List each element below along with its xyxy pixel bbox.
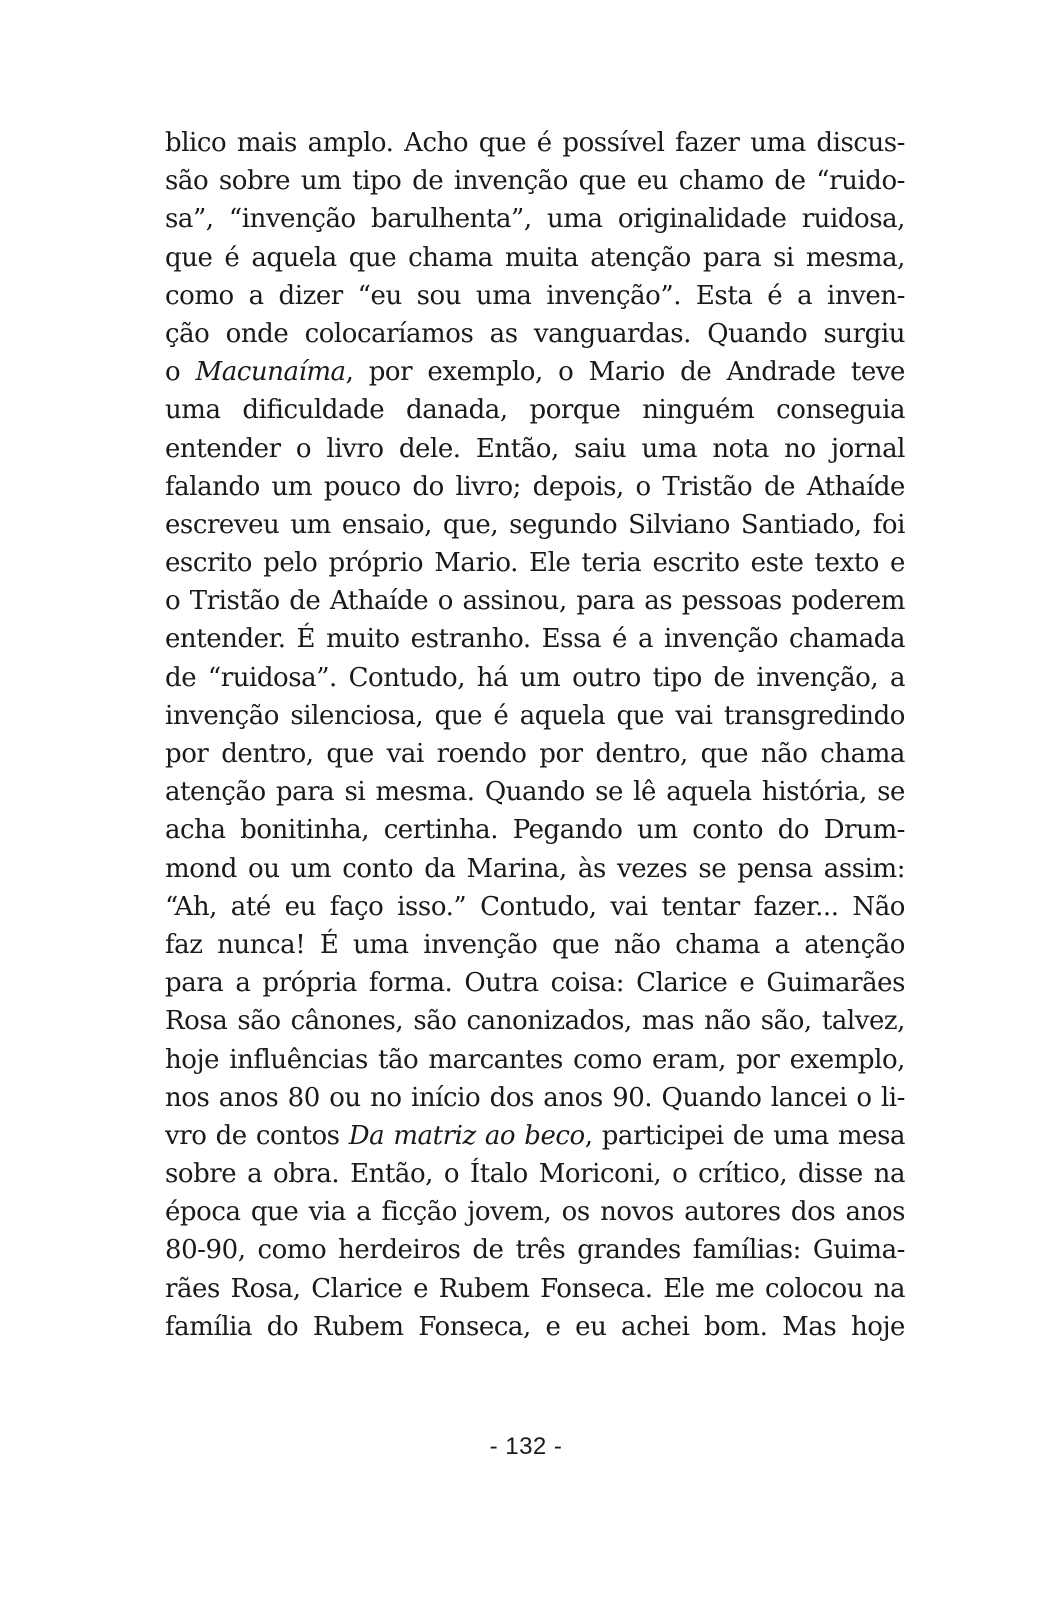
text-line-content: que é aquela que chama muita atenção para si mesma, — [165, 242, 905, 273]
text-line — [165, 391, 905, 429]
text-line-content: acha bonitinha, certinha. Pegando um conto do Drum- — [165, 815, 905, 846]
text-line-content: rães Rosa, Clarice e Rubem Fonseca. Ele me colocou na — [165, 1273, 905, 1304]
text-line — [165, 850, 905, 888]
text-line — [165, 277, 905, 315]
text-line — [165, 1002, 905, 1040]
text-line — [165, 468, 905, 506]
text-line — [165, 1193, 905, 1231]
italic-title: Da matriz ao beco — [348, 1120, 585, 1151]
text-line — [165, 964, 905, 1002]
text-segment: vro de contos — [165, 1120, 349, 1151]
text-line — [165, 773, 905, 811]
text-line-content: época que via a ficção jovem, os novos autores dos anos — [165, 1197, 905, 1228]
text-line-content: blico mais amplo. Acho que é possível fazer uma discus- — [165, 128, 905, 158]
italic-title: Macunaíma — [195, 357, 346, 388]
text-line — [165, 620, 905, 658]
text-line-content: atenção para si mesma. Quando se lê aquela história, se — [165, 777, 905, 808]
text-line — [165, 888, 905, 926]
text-line-content: Rosa são cânones, são canonizados, mas não são, talvez, — [165, 1006, 905, 1037]
text-line — [165, 200, 905, 238]
text-line — [165, 430, 905, 468]
text-line-content: como a dizer “eu sou uma invenção”. Esta é a inven- — [165, 280, 905, 311]
text-line-content: hoje influências tão marcantes como eram, por exemplo, — [165, 1044, 905, 1075]
text-line — [165, 1041, 905, 1079]
text-line-content: são sobre um tipo de invenção que eu chamo de “ruido- — [165, 166, 905, 197]
text-line-content: sa”, “invenção barulhenta”, uma originalidade ruidosa, — [165, 204, 905, 235]
text-line-content: sobre a obra. Então, o Ítalo Moriconi, o crítico, disse na — [165, 1159, 905, 1190]
text-line-content: o Tristão de Athaíde o assinou, para as pessoas poderem — [165, 586, 905, 617]
text-line — [165, 1079, 905, 1117]
text-line-content: para a própria forma. Outra coisa: Clarice e Guimarães — [165, 968, 905, 999]
text-line-content: família do Rubem Fonseca, e eu achei bom. Mas hoje — [165, 1311, 905, 1342]
text-line-content: ção onde colocaríamos as vanguardas. Quando surgiu — [165, 318, 905, 349]
text-line-content: 80-90, como herdeiros de três grandes famílias: Guima- — [165, 1235, 905, 1266]
text-line — [165, 124, 905, 162]
body-text — [165, 124, 905, 1346]
text-line — [165, 239, 905, 277]
text-segment: , por exemplo, o Mario de Andrade teve — [345, 357, 905, 388]
text-line — [165, 926, 905, 964]
text-line — [165, 582, 905, 620]
text-segment: , participei de uma mesa — [584, 1120, 906, 1151]
text-line — [165, 659, 905, 697]
text-line-content: mond ou um conto da Marina, às vezes se pensa assim: — [165, 853, 905, 884]
text-line — [165, 544, 905, 582]
text-line-content: entender. É muito estranho. Essa é a invenção chamada — [165, 624, 905, 655]
text-line-content: de “ruidosa”. Contudo, há um outro tipo de invenção, a — [165, 662, 905, 693]
text-line — [165, 697, 905, 735]
text-line-content: por dentro, que vai roendo por dentro, que não chama — [165, 739, 905, 769]
page-number: - 132 - — [489, 1433, 563, 1460]
text-line-content: entender o livro dele. Então, saiu uma nota no jornal — [165, 433, 905, 464]
text-line — [165, 811, 905, 849]
text-line — [165, 1270, 905, 1308]
text-line-content: uma dificuldade danada, porque ninguém conseguia — [165, 395, 905, 426]
text-segment: o — [165, 357, 196, 388]
text-line-content: falando um pouco do livro; depois, o Tristão de Athaíde — [165, 471, 905, 502]
text-line — [165, 1308, 905, 1346]
text-line-content: faz nunca! É uma invenção que não chama a atenção — [165, 929, 905, 960]
text-line-content: escreveu um ensaio, que, segundo Silviano Santiado, foi — [165, 509, 905, 540]
text-line — [165, 735, 905, 773]
text-line — [165, 1117, 905, 1155]
text-line — [165, 353, 905, 391]
text-line — [165, 1231, 905, 1269]
text-line-content: nos anos 80 ou no início dos anos 90. Quando lancei o li- — [165, 1082, 905, 1113]
text-line — [165, 506, 905, 544]
text-line-content: invenção silenciosa, que é aquela que vai transgredindo — [165, 700, 905, 731]
text-line — [165, 1155, 905, 1193]
text-line — [165, 315, 905, 353]
text-line-content: escrito pelo próprio Mario. Ele teria escrito este texto e — [165, 548, 905, 579]
text-line-content: “Ah, até eu faço isso.” Contudo, vai tentar fazer... Não — [165, 891, 905, 922]
text-line — [165, 162, 905, 200]
